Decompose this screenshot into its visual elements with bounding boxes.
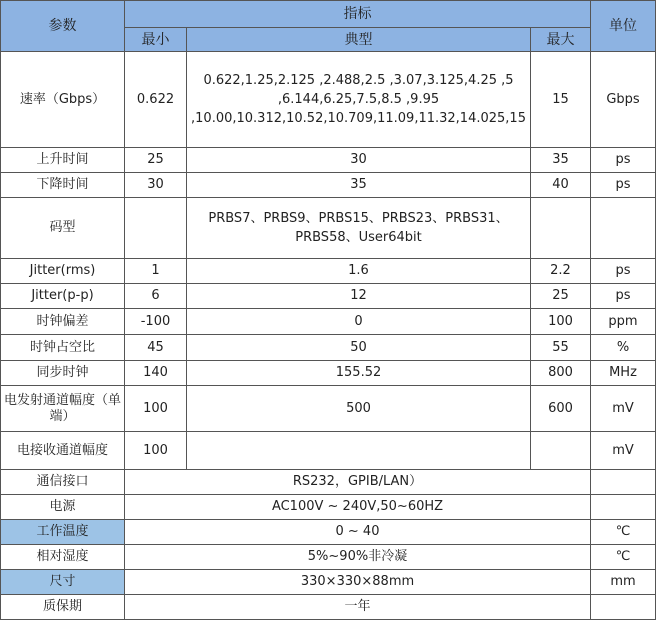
max-value: 100: [531, 309, 591, 335]
unit-value: Gbps: [591, 52, 656, 148]
param-name: 同步时钟: [1, 361, 125, 386]
merged-value: 5%~90%非冷凝: [125, 545, 591, 570]
unit-value: ps: [591, 148, 656, 173]
typical-value: 35: [187, 173, 531, 198]
unit-value: %: [591, 335, 656, 361]
min-value: 140: [125, 361, 187, 386]
table-row: [1, 432, 656, 470]
param-name: 相对湿度: [1, 545, 125, 570]
unit-value: ps: [591, 259, 656, 284]
param-name: 工作温度: [1, 520, 125, 545]
param-name: 尺寸: [1, 570, 125, 595]
param-name: 时钟偏差: [1, 309, 125, 335]
typical-value: [187, 432, 531, 470]
param-name: 时钟占空比: [1, 335, 125, 361]
min-value: -100: [125, 309, 187, 335]
param-name: 速率（Gbps）: [1, 52, 125, 148]
param-name: 电源: [1, 495, 125, 520]
table-row: [1, 335, 656, 361]
max-value: 2.2: [531, 259, 591, 284]
param-name: Jitter(p-p): [1, 284, 125, 309]
typical-value: 12: [187, 284, 531, 309]
merged-value: 0 ~ 40: [125, 520, 591, 545]
max-value: 40: [531, 173, 591, 198]
min-value: 0.622: [125, 52, 187, 148]
min-value: 1: [125, 259, 187, 284]
unit-value: ps: [591, 173, 656, 198]
table-row-highlighted: [1, 520, 656, 545]
table-row: [1, 545, 656, 570]
header-row: [1, 1, 656, 28]
table-row: [1, 148, 656, 173]
typical-value: 500: [187, 386, 531, 432]
unit-value: [591, 595, 656, 620]
unit-value: ℃: [591, 545, 656, 570]
merged-value: RS232，GPIB/LAN）: [125, 470, 591, 495]
max-value: 25: [531, 284, 591, 309]
param-name: 质保期: [1, 595, 125, 620]
typical-value: 0: [187, 309, 531, 335]
unit-value: ppm: [591, 309, 656, 335]
param-name: 电接收通道幅度: [1, 432, 125, 470]
table-row-highlighted: [1, 570, 656, 595]
header-max: 最大: [531, 28, 591, 52]
param-name: 上升时间: [1, 148, 125, 173]
param-name: 下降时间: [1, 173, 125, 198]
unit-value: mV: [591, 386, 656, 432]
table-row: [1, 284, 656, 309]
unit-value: ℃: [591, 520, 656, 545]
table-row: [1, 595, 656, 620]
unit-value: MHz: [591, 361, 656, 386]
header-spec: 指标: [125, 1, 591, 28]
unit-value: ps: [591, 284, 656, 309]
table-row: [1, 259, 656, 284]
table-row: [1, 52, 656, 148]
typical-value: 30: [187, 148, 531, 173]
header-typical: 典型: [187, 28, 531, 52]
typical-value: 0.622,1.25,2.125 ,2.488,2.5 ,3.07,3.125,4.25 ,5 ,6.144,6.25,7.5,8.5 ,9.95 ,10.00,10.312,10.52,10.709,11.09,11.32,14.025,15: [187, 52, 531, 148]
merged-value: 330×330×88mm: [125, 570, 591, 595]
min-value: 45: [125, 335, 187, 361]
min-value: 6: [125, 284, 187, 309]
header-min: 最小: [125, 28, 187, 52]
table-row: [1, 173, 656, 198]
header-param: 参数: [1, 1, 125, 52]
typical-value: 50: [187, 335, 531, 361]
table-row: [1, 309, 656, 335]
max-value: 55: [531, 335, 591, 361]
table-row: [1, 470, 656, 495]
table-row: [1, 495, 656, 520]
unit-value: [591, 198, 656, 259]
table-row: [1, 386, 656, 432]
param-name: 码型: [1, 198, 125, 259]
table-row: [1, 361, 656, 386]
unit-value: [591, 470, 656, 495]
merged-value: 一年: [125, 595, 591, 620]
merged-value: AC100V ~ 240V,50~60HZ: [125, 495, 591, 520]
unit-value: [591, 495, 656, 520]
typical-value: PRBS7、PRBS9、PRBS15、PRBS23、PRBS31、PRBS58、User64bit: [187, 198, 531, 259]
min-value: 100: [125, 432, 187, 470]
table-row: [1, 198, 656, 259]
min-value: 100: [125, 386, 187, 432]
unit-value: mV: [591, 432, 656, 470]
min-value: 30: [125, 173, 187, 198]
typical-value: 155.52: [187, 361, 531, 386]
max-value: [531, 432, 591, 470]
min-value: 25: [125, 148, 187, 173]
max-value: 15: [531, 52, 591, 148]
min-value: [125, 198, 187, 259]
max-value: [531, 198, 591, 259]
typical-value: 1.6: [187, 259, 531, 284]
unit-value: mm: [591, 570, 656, 595]
param-name: Jitter(rms): [1, 259, 125, 284]
max-value: 600: [531, 386, 591, 432]
max-value: 35: [531, 148, 591, 173]
max-value: 800: [531, 361, 591, 386]
param-name: 电发射通道幅度（单端）: [1, 386, 125, 432]
header-unit: 单位: [591, 1, 656, 52]
param-name: 通信接口: [1, 470, 125, 495]
